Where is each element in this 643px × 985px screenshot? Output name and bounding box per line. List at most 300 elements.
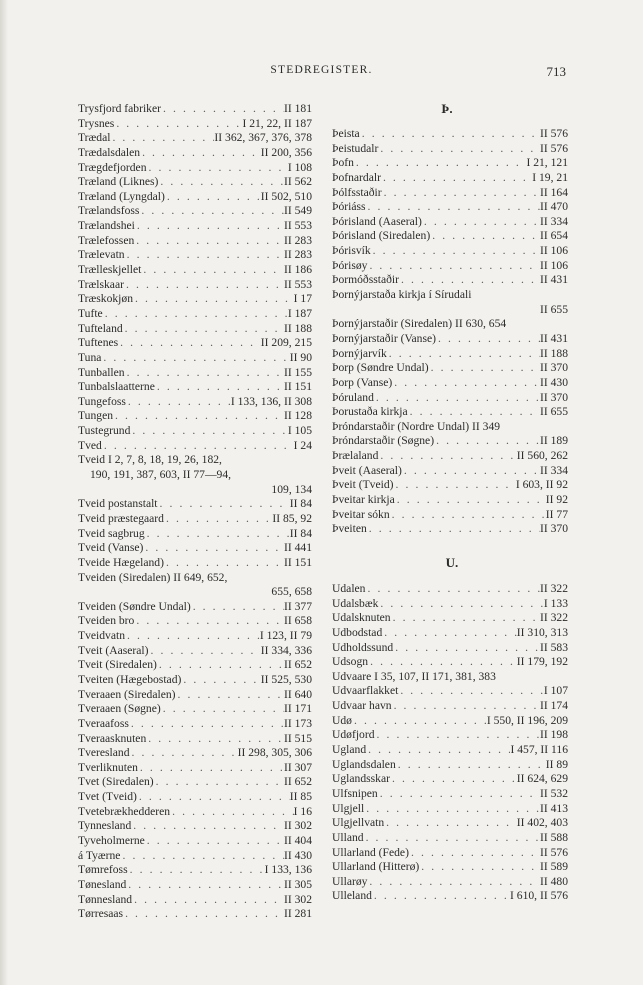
entry-name: Tønesland	[78, 877, 127, 891]
index-entry	[78, 673, 312, 688]
entry-reference: I 21, 22, II 187	[242, 116, 312, 130]
dot-leader	[366, 200, 540, 215]
entry-reference: II 525, 530	[260, 672, 312, 686]
entry-name: Ulgjellvatn	[332, 816, 385, 830]
index-entry	[78, 468, 312, 483]
entry-name: Ullarland (Hitterø)	[332, 860, 420, 874]
entry-reference: II 209, 215	[260, 336, 312, 350]
entry-name: Tyveholmerne	[78, 834, 145, 848]
index-entry	[332, 626, 568, 641]
dot-leader	[126, 395, 231, 410]
index-entry	[78, 453, 312, 468]
index-entry	[78, 761, 312, 776]
entry-name: Þornýjarvík	[332, 346, 387, 360]
index-entry	[78, 541, 312, 556]
dot-leader	[371, 244, 540, 259]
entry-name: Træland (Liknes)	[78, 175, 159, 189]
entry-name: Ulland	[332, 830, 364, 844]
entry-reference: II 553	[283, 277, 312, 291]
index-entry	[78, 644, 312, 659]
entry-name: Tvetebrækhedderen	[78, 804, 171, 818]
dot-leader	[398, 684, 544, 699]
index-entry	[78, 600, 312, 615]
entry-name: Udvaarflakket	[332, 684, 399, 698]
entry-reference: II 334	[539, 463, 568, 477]
entry-reference: II 186	[283, 263, 312, 277]
dot-leader	[149, 644, 261, 659]
dot-leader	[387, 347, 540, 362]
entry-name: Udsogn	[332, 655, 369, 669]
entry-name: Þorp (Vanse)	[332, 375, 393, 389]
entry-name: Tveiden (Søndre Undal)	[78, 599, 191, 613]
index-entry	[332, 670, 568, 685]
index-entry	[332, 127, 568, 142]
dot-leader	[422, 215, 540, 230]
entry-name: Tveid postanstalt	[78, 497, 158, 511]
entry-reference: I 108	[287, 160, 312, 174]
dot-leader	[181, 673, 260, 688]
entry-name: Þofnardalr	[332, 170, 381, 184]
thorn-index-column	[332, 127, 568, 537]
entry-name: Þveitar sókn	[332, 507, 390, 521]
dot-leader	[145, 527, 290, 542]
dot-leader	[390, 772, 517, 787]
index-entry	[78, 336, 312, 351]
entry-reference: II 189	[539, 434, 568, 448]
index-entry	[78, 790, 312, 805]
entry-name: Tveit (Aaseral)	[78, 643, 149, 657]
index-entry	[78, 263, 312, 278]
index-entry	[332, 816, 568, 831]
entry-reference: II 430	[539, 375, 568, 389]
entry-reference: II 532	[539, 786, 568, 800]
entry-name: Þveitar kirkja	[332, 493, 395, 507]
entry-reference: II 92	[545, 493, 568, 507]
entry-reference: II 431	[539, 273, 568, 287]
dot-leader	[374, 391, 540, 406]
index-entry	[78, 688, 312, 703]
dot-leader	[164, 556, 284, 571]
entry-name: Þólfsstaðir	[332, 185, 382, 199]
index-entry	[78, 629, 312, 644]
dot-leader	[137, 790, 290, 805]
index-entry	[332, 186, 568, 201]
index-entry	[78, 746, 312, 761]
index-entry	[78, 409, 312, 424]
index-entry	[78, 893, 312, 908]
index-entry	[332, 303, 568, 318]
entry-reference: II 576	[539, 141, 568, 155]
entry-reference: 109, 134	[271, 482, 312, 496]
dot-leader	[131, 819, 284, 834]
entry-reference: II 85, 92	[272, 511, 312, 525]
entry-name: Tverliknuten	[78, 760, 138, 774]
dot-leader	[364, 802, 540, 817]
dot-leader	[123, 907, 284, 922]
entry-name: Ullarland (Fede)	[332, 845, 409, 859]
dot-leader	[394, 478, 516, 493]
entry-reference: II 640	[283, 687, 312, 701]
entry-name: Trælandshei	[78, 219, 135, 233]
dot-leader	[402, 464, 540, 479]
entry-reference: II 413	[539, 801, 568, 815]
entry-reference: II 480	[539, 874, 568, 888]
entry-name: Tveiden bro	[78, 614, 135, 628]
index-entry	[78, 292, 312, 307]
entry-name: Tungefoss	[78, 394, 126, 408]
entry-name: Tufteland	[78, 321, 123, 335]
entry-reference: II 151	[283, 380, 312, 394]
index-entry	[332, 714, 568, 729]
dot-leader	[381, 171, 532, 186]
page-header-title: STEDREGISTER.	[270, 64, 373, 76]
index-entry	[78, 161, 312, 176]
entry-name: Tunbalslaatterne	[78, 380, 155, 394]
entry-name: Þóriáss	[332, 200, 366, 214]
entry-reference: II 334, 336	[260, 643, 312, 657]
entry-reference: II 164	[539, 185, 568, 199]
index-entry	[332, 332, 568, 347]
dot-leader	[143, 541, 284, 556]
entry-name: Udholdssund	[332, 640, 394, 654]
entry-name: Tveit (Siredalen)	[78, 658, 157, 672]
entry-name: á Tyærne	[78, 848, 121, 862]
entry-name: Þóruland	[332, 390, 374, 404]
index-entry	[332, 229, 568, 244]
entry-name: Tvet (Tveid)	[78, 790, 137, 804]
index-entry	[332, 597, 568, 612]
dot-leader	[409, 846, 540, 861]
dot-leader	[390, 508, 546, 523]
entry-reference: II 370	[539, 522, 568, 536]
entry-reference: II 85	[289, 790, 312, 804]
entry-name: Tufte	[78, 306, 103, 320]
entry-name: Þrælaland	[332, 449, 379, 463]
dot-leader	[139, 204, 284, 219]
index-entry	[332, 478, 568, 493]
page-binding-edge	[0, 0, 8, 985]
index-entry	[78, 819, 312, 834]
entry-reference: II 302	[283, 819, 312, 833]
index-entry	[78, 805, 312, 820]
entry-name: Tveraafoss	[78, 716, 129, 730]
entry-reference: II 322	[539, 611, 568, 625]
index-entry	[78, 571, 312, 586]
index-entry	[78, 717, 312, 732]
dot-leader	[352, 714, 487, 729]
entry-reference: II 576	[539, 845, 568, 859]
entry-name: Tønnesland	[78, 892, 133, 906]
entry-name: Þeista	[332, 127, 360, 140]
entry-reference: I 16	[293, 804, 312, 818]
entry-reference: II 106	[539, 258, 568, 272]
entry-reference: II 151	[283, 555, 312, 569]
index-entry	[332, 846, 568, 861]
index-entry	[332, 273, 568, 288]
dot-leader	[165, 190, 261, 205]
entry-reference: II 402, 403	[516, 816, 568, 830]
entry-name: Tveraaen (Siredalen)	[78, 687, 176, 701]
index-entry	[78, 146, 312, 161]
index-entry	[332, 493, 568, 508]
index-entry	[78, 527, 312, 542]
dot-leader	[430, 229, 540, 244]
dot-leader	[365, 582, 540, 597]
index-entry	[78, 190, 312, 205]
dot-leader	[154, 775, 284, 790]
dot-leader	[157, 658, 284, 673]
dot-leader	[419, 860, 540, 875]
dot-leader	[429, 361, 540, 376]
entry-name: Þveiten	[332, 522, 367, 536]
entry-name: Udvaar havn	[332, 699, 392, 713]
entry-reference: II 588	[539, 830, 568, 844]
entry-reference: I 610, II 576	[510, 889, 568, 903]
entry-reference: I 107	[543, 684, 568, 698]
entry-reference: I 133	[543, 596, 568, 610]
index-entry	[332, 347, 568, 362]
index-entry	[332, 787, 568, 802]
dot-leader	[436, 332, 540, 347]
dot-leader	[101, 351, 289, 366]
entry-reference: II 283	[283, 233, 312, 247]
index-entry	[332, 758, 568, 773]
entry-reference: II 655	[539, 302, 568, 316]
entry-reference: II 77	[545, 507, 568, 521]
dot-leader	[147, 161, 288, 176]
dot-leader	[110, 131, 214, 146]
index-entry	[332, 684, 568, 699]
entry-name: Þórisøy	[332, 258, 368, 272]
index-entry	[332, 508, 568, 523]
dot-leader	[123, 322, 284, 337]
entry-name: Tveid sagbrug	[78, 526, 145, 540]
entry-reference: II 181	[283, 102, 312, 115]
index-entry	[78, 834, 312, 849]
entry-name: Tveresland	[78, 746, 130, 760]
entry-reference: II 84	[289, 526, 312, 540]
dot-leader	[102, 439, 294, 454]
entry-name: Tveid I 2, 7, 8, 18, 19, 26, 182,	[78, 453, 222, 467]
entry-reference: I 550, II 196, 209	[486, 713, 568, 727]
entry-name: Udalen	[332, 582, 366, 595]
entry-reference: I 603, II 92	[515, 478, 568, 492]
entry-name: Udbodstad	[332, 625, 383, 639]
entry-name: Þorustaða kirkja	[332, 405, 408, 419]
entry-reference: II 589	[539, 860, 568, 874]
entry-name: Trysfjord fabriker	[78, 102, 161, 115]
index-entry	[332, 391, 568, 406]
dot-leader	[118, 336, 261, 351]
index-entry	[332, 317, 568, 332]
index-entry	[332, 611, 568, 626]
index-entry	[78, 234, 312, 249]
entry-reference: II 171	[283, 702, 312, 716]
dot-leader	[395, 493, 546, 508]
index-entry	[78, 307, 312, 322]
dot-leader	[125, 248, 284, 263]
dot-leader	[372, 889, 510, 904]
entry-reference: II 188	[283, 321, 312, 335]
dot-leader	[364, 831, 540, 846]
dot-leader	[133, 292, 294, 307]
index-entry	[332, 641, 568, 656]
entry-name: Tunballen	[78, 365, 125, 379]
index-entry	[78, 204, 312, 219]
index-entry	[78, 585, 312, 600]
entry-reference: II 90	[289, 350, 312, 364]
entry-name: Ulfsnipen	[332, 786, 378, 800]
dot-leader	[132, 893, 284, 908]
dot-leader	[145, 834, 284, 849]
dot-leader	[114, 117, 242, 132]
index-entry	[332, 582, 568, 597]
entry-name: Tveide Hægeland)	[78, 555, 164, 569]
dot-leader	[158, 175, 284, 190]
entry-name: Þornýjarstaðir (Vanse)	[332, 331, 436, 345]
entry-reference: II 658	[283, 614, 312, 628]
index-entry	[332, 889, 568, 904]
entry-reference: II 370	[539, 390, 568, 404]
index-entry	[78, 497, 312, 512]
index-entry	[332, 522, 568, 537]
entry-reference: II 89	[545, 757, 568, 771]
entry-name: Træskokjøn	[78, 292, 133, 306]
entry-reference: II 188	[539, 346, 568, 360]
entry-name: Tuftenes	[78, 336, 119, 350]
index-entry	[78, 775, 312, 790]
index-entry	[78, 131, 312, 146]
entry-name: Uglandsdalen	[332, 757, 396, 771]
entry-name: Þróndarstaðir (Nordre Undal) II 349	[332, 419, 501, 433]
entry-reference: II 576	[539, 127, 568, 140]
entry-name: Udøfjord	[332, 728, 375, 742]
entry-name: Trælandsfoss	[78, 204, 140, 218]
index-entry	[332, 449, 568, 464]
index-entry	[78, 849, 312, 864]
index-entry	[78, 483, 312, 498]
entry-name: Þornýjarstaða kirkja í Sírudali	[332, 288, 472, 302]
entry-name: Trysnes	[78, 116, 115, 130]
entry-name: Tømrefoss	[78, 863, 128, 877]
index-entry	[78, 512, 312, 527]
entry-name: Tørresaas	[78, 907, 124, 921]
dot-leader	[408, 405, 540, 420]
dot-leader	[158, 497, 290, 512]
entry-reference: II 431	[539, 331, 568, 345]
entry-name: Tynnesland	[78, 819, 132, 833]
entry-name: Tveraaen (Søgne)	[78, 702, 161, 716]
dot-leader	[366, 743, 510, 758]
entry-name: Tvet (Siredalen)	[78, 775, 154, 789]
entry-name: Tveidvatn	[78, 629, 126, 643]
index-entry	[332, 728, 568, 743]
dot-leader	[360, 127, 540, 142]
dot-leader	[378, 597, 543, 612]
entry-reference: I 123, II 79	[259, 629, 312, 643]
entry-reference: I 133, 136	[264, 863, 312, 877]
dot-leader	[155, 380, 284, 395]
dot-leader	[396, 758, 546, 773]
dot-leader	[113, 409, 284, 424]
entry-reference: II 305	[283, 877, 312, 891]
index-entry	[332, 244, 568, 259]
entry-reference: II 179, 192	[516, 655, 568, 669]
entry-name: Tved	[78, 438, 102, 452]
entry-name: Tveiden (Siredalen) II 649, 652,	[78, 570, 228, 584]
entry-reference: II 298, 305, 306	[237, 746, 312, 760]
dot-leader	[170, 805, 294, 820]
index-entry	[332, 200, 568, 215]
entry-name: Tveid (Vanse)	[78, 541, 144, 555]
entry-reference: II 302	[283, 892, 312, 906]
entry-reference: II 198	[539, 728, 568, 742]
dot-leader	[391, 611, 540, 626]
entry-name: Trædal	[78, 131, 111, 145]
entry-reference: II 441	[283, 541, 312, 555]
entry-name: Þornýjarstaðir (Siredalen) II 630, 654	[332, 317, 507, 331]
entry-name: Trælleskjellet	[78, 263, 142, 277]
entry-reference: II 430	[283, 848, 312, 862]
entry-reference: II 377	[283, 599, 312, 613]
index-entry	[78, 614, 312, 629]
dot-leader	[124, 278, 284, 293]
dot-leader	[161, 702, 284, 717]
index-entry	[332, 142, 568, 157]
index-entry	[78, 439, 312, 454]
dot-leader	[130, 746, 238, 761]
entry-reference: II 128	[283, 409, 312, 423]
entry-name: Þróndarstaðir (Søgne)	[332, 434, 435, 448]
entry-reference: I 133, 136, II 308	[230, 394, 312, 408]
entry-reference: II 470	[539, 200, 568, 214]
entry-reference: II 106	[539, 244, 568, 258]
dot-leader	[382, 626, 517, 641]
entry-name: Þorp (Søndre Undal)	[332, 361, 429, 375]
dot-leader	[125, 629, 260, 644]
index-entry	[78, 219, 312, 234]
entry-reference: II 200, 356	[260, 145, 312, 159]
entry-name: Trælskaar	[78, 277, 124, 291]
index-entry	[332, 420, 568, 435]
dot-leader	[120, 849, 284, 864]
entry-name: Trædalsdalen	[78, 145, 141, 159]
entry-reference: I 21, 121	[526, 156, 568, 170]
index-entry	[78, 366, 312, 381]
entry-name: Þórisland (Siredalen)	[332, 229, 431, 243]
dot-leader	[128, 863, 265, 878]
index-entry	[332, 860, 568, 875]
dot-leader	[129, 717, 284, 732]
index-entry	[332, 655, 568, 670]
entry-reference: II 310, 313	[516, 625, 568, 639]
entry-reference: II 502, 510	[260, 189, 312, 203]
index-entry	[78, 248, 312, 263]
dot-leader	[176, 688, 284, 703]
dot-leader	[434, 434, 540, 449]
dot-leader	[135, 219, 284, 234]
entry-name: Trægdefjorden	[78, 160, 147, 174]
entry-name: Udø	[332, 713, 352, 727]
entry-reference: II 553	[283, 219, 312, 233]
entry-name: Þveit (Aaseral)	[332, 463, 402, 477]
entry-reference: II 173	[283, 716, 312, 730]
dot-leader	[378, 449, 516, 464]
index-entry	[78, 424, 312, 439]
entry-name: Udvaare I 35, 107, II 171, 381, 383	[332, 669, 496, 683]
entry-reference: II 370	[539, 361, 568, 375]
entry-reference: I 24	[293, 438, 312, 452]
